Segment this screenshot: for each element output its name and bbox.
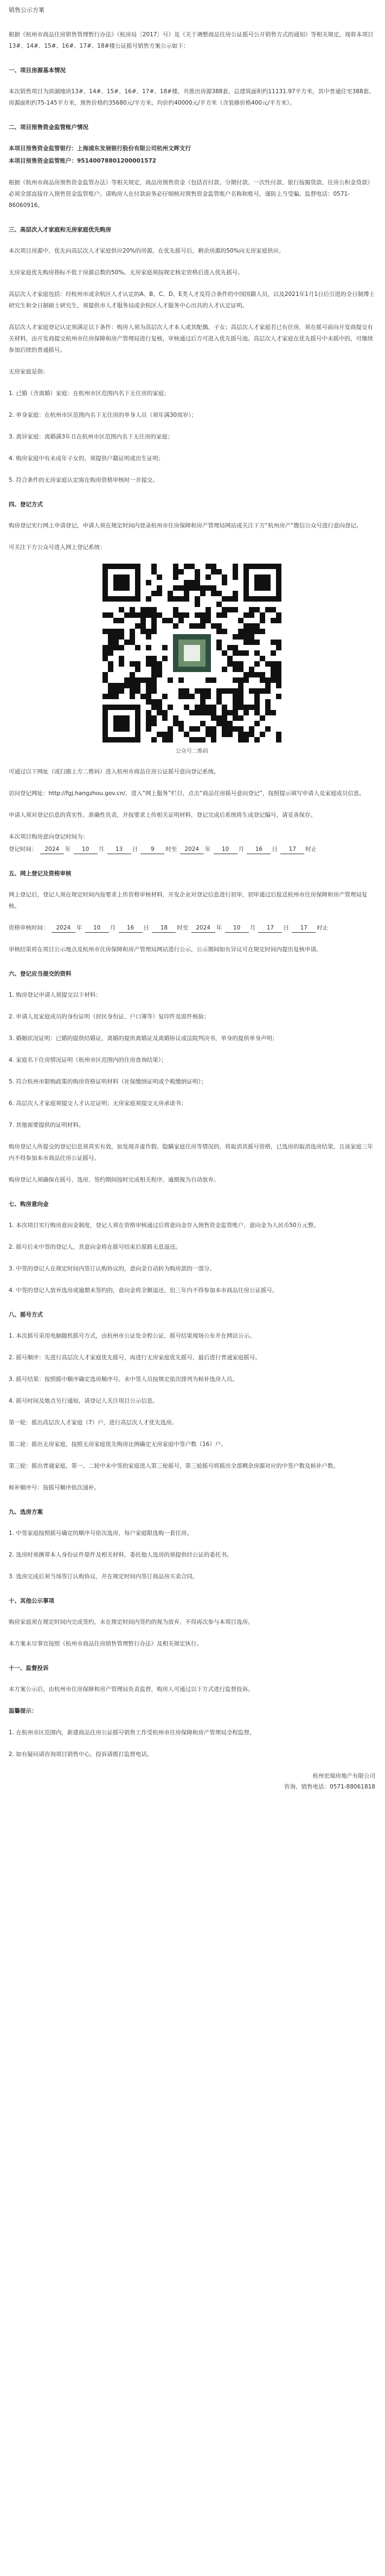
list-item: 1. 中签家庭按照摇号确定的顺序号依次选房，每户家庭限选购一套住房。 — [9, 1530, 193, 1536]
date-field: 16 — [119, 924, 143, 933]
section-heading-3: 三、高层次人才家庭和无房家庭优先购房 — [9, 227, 111, 233]
section-heading-2: 二、项目预售资金监管账户情况 — [9, 124, 88, 131]
section-heading-9: 九、选房方案 — [9, 1509, 43, 1515]
section-4-p3: 可通过以下网址（或扫描上方二维码）进入杭州市商品住房公证摇号意向登记系统。 — [9, 769, 220, 775]
section-8-p1: 第一轮：摇出高层次人才家庭（7）户，进行高层次人才优先选房。 — [9, 1419, 178, 1426]
list-item: 6. 高层次人才家庭须提交人才认定证明；无房家庭须提交无房承诺书； — [9, 1100, 187, 1107]
section-10-p1: 购房家庭须在规定时间内完成签约，未在规定时间内签约的视为放弃，不得再次参与本项目选房。 — [9, 1619, 254, 1625]
date-prefix: 资格审核时间： — [9, 925, 49, 931]
date-field: 10 — [225, 924, 249, 933]
date-field: 2024 — [180, 845, 204, 854]
date-unit: 月 — [238, 846, 245, 853]
section-3-p2: 无房家庭优先购房指标不低于房源总数的50%。无房家庭须按规定核定资格后进入优先摇号。 — [9, 269, 243, 276]
date-field: 2024 — [191, 924, 215, 933]
date-unit: 时至 — [177, 925, 189, 931]
section-3-p3: 高层次人才家庭包括：经杭州市或余杭区人才认定的A、B、C、D、E类人才及符合条件的中国国籍人员，以及2021年1月1日后引进的全日制博士研究生和全日制硕士研究生，须提供市人才服务局或余杭区人才服务中心出具的人才认定证明。 — [9, 291, 375, 309]
list-item: 2. 单身家庭：在杭州市区范围内名下无住房的单身人员（须年满30周岁）； — [9, 412, 197, 418]
list-item: 2. 摇号顺序：先进行高层次人才家庭优先摇号，再进行无房家庭优先摇号，最后进行普通家庭摇号。 — [9, 1354, 261, 1361]
list-item: 1. 购房登记申请人须提交以下材料： — [9, 992, 101, 998]
warm-tips-heading: 温馨提示： — [9, 1708, 37, 1714]
qr-code-block — [102, 564, 281, 756]
date-unit: 月 — [249, 925, 256, 931]
section-10-p2: 本方案未尽事宜按照《杭州市商品住房销售管理暂行办法》及相关规定执行。 — [9, 1641, 202, 1647]
date-unit: 时止 — [305, 846, 317, 853]
registration-date-line — [9, 844, 375, 855]
section-5-p1: 网上登记后，登记人须在规定时间内按要求上传资格审核材料，开发企业对登记信息进行初审，初审通过后报送杭州市住房保障和房产管理局复核。 — [9, 892, 368, 909]
section-heading-7: 七、购房意向金 — [9, 1201, 49, 1208]
list-item: 5. 符合条件的无房家庭认定需在购房资格审核时一并提交。 — [9, 477, 158, 483]
list-item: 4. 购房家庭中有未成年子女的，须提供户籍证明或出生证明； — [9, 455, 164, 462]
date-unit: 日 — [283, 925, 289, 931]
date-field: 2024 — [52, 924, 75, 933]
section-heading-5: 五、网上登记及资格审核 — [9, 870, 72, 877]
date-field: 17 — [292, 924, 316, 933]
page-title: 销售公示方案 — [9, 7, 44, 14]
date-field: 16 — [247, 845, 271, 854]
list-item: 3. 中签的登记人在规定时间内签订认购协议的，意向金自动转为购房款的一部分。 — [9, 1266, 215, 1272]
section-heading-6: 六、登记应当提交的资料 — [9, 971, 72, 977]
list-item: 1. 已婚（含离婚）家庭：在杭州市区范围内名下无住房的家庭； — [9, 390, 170, 397]
section-4-p1: 购房登记实行网上申请登记，申请人须在规定时间内登录杭州市住房保障和房产管理局网站或关注下方“杭州房产”微信公众号进行意向登记。 — [9, 522, 362, 529]
date-unit: 日 — [143, 925, 150, 931]
section-3-p4: 高层次人才家庭登记认定须满足以下条件：购房人须为高层次人才本人或其配偶、子女；高层次人才家庭若已有住房，须在摇号前向开发商提交有关材料，由开发商提交杭州市住房保障和房产管理局进行复核，审核通过后方可进入优先摇号池。高层次人才家庭在优先摇号中未摇中的，可继续参加后续的普通摇号。 — [9, 324, 373, 353]
list-item: 3. 婚姻状况证明：已婚的提供结婚证，离婚的提供离婚证及离婚协议或法院判决书，单身的提供单身声明； — [9, 1035, 278, 1042]
date-field: 10 — [214, 845, 238, 854]
date-field: 17 — [280, 845, 304, 854]
section-3-p1: 本次项目房源中，优先向高层次人才家庭供应20%的房源，在优先摇号后，剩余房源的50%向无房家庭供应。 — [9, 248, 285, 254]
section-1-body: 本次销售项目为滨湖地块13#、14#、15#、16#、17#、18#楼，共推出房源388套，总建筑面积约11131.97平方米，其中普通住宅388套。房源面积约75-145平方米，预售价格约35680元/平方米，均价约40000元/平方米（含装修价格400元/平方米）。 — [9, 88, 375, 106]
section-3-p5: 无房家庭是指： — [9, 369, 49, 375]
list-item: 3. 离异家庭：离婚满3年且在杭州市区范围内名下无住房的家庭； — [9, 434, 174, 440]
date-unit: 年 — [216, 925, 222, 931]
list-item: 2. 如有疑问请咨询项目销售中心，投诉请拨打监督电话。 — [9, 1751, 153, 1758]
date-prefix: 登记时间： — [9, 846, 37, 853]
section-4-p4: 访问登记网址：http://fgj.hangzhou.gov.cn/，进入“网上服务”栏目，点击“商品住房摇号意向登记”，按照提示填写申请人及家庭成员信息。 — [9, 790, 365, 797]
list-item: 1. 本次项目实行购房意向金制度，登记人须在资格审核通过后将意向金存入预售资金监管账户，意向金为人民币50万元整。 — [9, 1222, 319, 1229]
section-4-p6: 本次项目购房意向登记时间为： — [9, 834, 88, 840]
date-unit: 月 — [98, 846, 105, 853]
footer-company: 杭州宏瑞房地产有限公司 — [312, 1773, 375, 1779]
date-unit: 月 — [110, 925, 116, 931]
date-unit: 时止 — [317, 925, 329, 931]
list-item: 2. 选房时须携带本人身份证件原件及相关材料，委托他人选房的须提供经公证的委托书。 — [9, 1552, 233, 1558]
list-item: 4. 家庭名下住房情况证明（杭州市区范围内的住房查询结果）； — [9, 1057, 167, 1063]
date-unit: 年 — [204, 846, 211, 853]
section-6-note2: 购房登记人须确保在摇号、选房、签约期间按时完成相关程序，逾期视为自动放弃。 — [9, 1177, 220, 1183]
list-item: 3. 摇号结果：按照摇中顺序确定选房顺序号，未中签人员按规定依次排列为候补选房人员。 — [9, 1376, 238, 1383]
section-2-body: 根据《杭州市商品房预售资金监管办法》等相关规定，商品房预售资金（包括首付款、分期付款、一次性付款、银行按揭贷款、住房公积金贷款）必须全部直接存入预售资金监管账户。请购房人在付款前务必仔细核对预售资金监管账户名称和账号，谨防上当受骗。监督电话：0571-86060916。 — [9, 179, 373, 209]
list-item: 2. 摇号后未中签的登记人，其意向金将在摇号结束后原路无息退还。 — [9, 1244, 181, 1250]
date-unit: 时至 — [165, 846, 177, 853]
date-unit: 年 — [65, 846, 71, 853]
supervision-bank: 本项目预售资金监管银行：上海浦东发展银行股份有限公司杭州文晖支行 — [9, 145, 191, 152]
section-8-p2: 第二轮：摇出无房家庭，按照无房家庭优先购房比例确定无房家庭中签户数（16）户。 — [9, 1441, 227, 1448]
date-field: 17 — [258, 924, 282, 933]
section-4-p5: 申请人须对登记信息的真实性、准确性负责，并按要求上传相关证明材料，登记完成后系统将生成登记编号，请妥善保存。 — [9, 812, 316, 818]
section-5-p3: 审核结果将在项目公示地点及杭州市住房保障和房产管理局网站进行公示，公示期间如有异议可在规定时间内提出复核申请。 — [9, 946, 322, 953]
date-field: 18 — [152, 924, 176, 933]
date-field: 9 — [140, 845, 164, 854]
list-item: 1. 在杭州市区范围内，新建商品住房公证摇号销售工作受杭州市住房保障和房产管理局全程监督。 — [9, 1729, 255, 1736]
list-item: 5. 符合杭州市限购政策的购房资格证明材料（社保缴纳证明或个税缴纳证明）； — [9, 1079, 207, 1085]
section-heading-10: 十、其他公示事项 — [9, 1598, 54, 1604]
intro-paragraph: 根据《杭州市商品住房销售管理暂行办法》（杭房局〔2017〕号）及《关于调整商品住房公证摇号公开销售方式的通知》等相关规定，现将本项目13#、14#、15#、16#、17#、18#楼公证摇号销售方案公示如下： — [9, 31, 374, 49]
supervision-account: 本项目预售资金监管账户：95140078801200001572 — [9, 158, 157, 164]
section-8-p4: 候补顺序号：按摇号顺序依次递补。 — [9, 1484, 100, 1491]
section-6-note: 购房登记人所提交的登记信息须真实有效，如发现弄虚作假、隐瞒家庭住房等情况的，将取消其摇号资格，已选房的取消选房结果，且该家庭三年内不得参加本市商品住房公证摇号。 — [9, 1144, 373, 1161]
qr-code-image — [102, 564, 281, 743]
section-heading-4: 四、登记方式 — [9, 501, 43, 508]
list-item: 2. 申请人及家庭成员的身份证明（居民身份证、户口簿等）复印件及原件核验； — [9, 1013, 210, 1020]
qr-logo-icon — [184, 645, 200, 661]
date-field: 10 — [74, 845, 98, 854]
date-unit: 日 — [132, 846, 138, 853]
date-field: 2024 — [40, 845, 64, 854]
review-date-line — [9, 922, 375, 934]
footer-phone: 咨询、销售电话：0571-88061818 — [284, 1784, 375, 1790]
section-11-p1: 本方案公示后，由杭州市住房保障和房产管理局负责监督，购房人可通过以下方式进行监督投诉。 — [9, 1686, 254, 1693]
date-unit: 日 — [272, 846, 278, 853]
section-heading-11: 十一、监督投诉 — [9, 1665, 49, 1671]
date-field: 10 — [85, 924, 109, 933]
date-unit: 年 — [76, 925, 82, 931]
footer — [9, 1771, 375, 1792]
section-8-p3: 第三轮：摇出普通家庭，第一、二轮中未中签的家庭进入第三轮摇号，第三轮摇号将摇出全部剩余房源对应的中签户数及候补户数。 — [9, 1463, 339, 1469]
date-field: 13 — [107, 845, 131, 854]
list-item: 4. 中签的登记人放弃选房或逾期未签约的，意向金将全额退还，但三年内不得参加本市商品住房公证摇号。 — [9, 1287, 278, 1294]
list-item: 1. 本次摇号采用电脑随机摇号方式，由杭州市公证处全程公证，摇号结果现场公布并在网站公示。 — [9, 1333, 255, 1339]
list-item: 7. 其他需要提供的证明材料。 — [9, 1122, 85, 1128]
section-heading-8: 八、摇号方式 — [9, 1312, 43, 1318]
list-item: 3. 选房完成后须当场签订认购协议，并在规定时间内签订商品房买卖合同。 — [9, 1573, 198, 1580]
section-heading-1: 一、项目房源基本情况 — [9, 67, 66, 74]
qr-caption: 公众号二维码 — [176, 748, 208, 754]
list-item: 4. 摇号时间及地点另行通知，请登记人关注项目公示信息。 — [9, 1398, 158, 1404]
section-4-p2: 可关注下方公众号进入网上登记系统： — [9, 544, 106, 551]
